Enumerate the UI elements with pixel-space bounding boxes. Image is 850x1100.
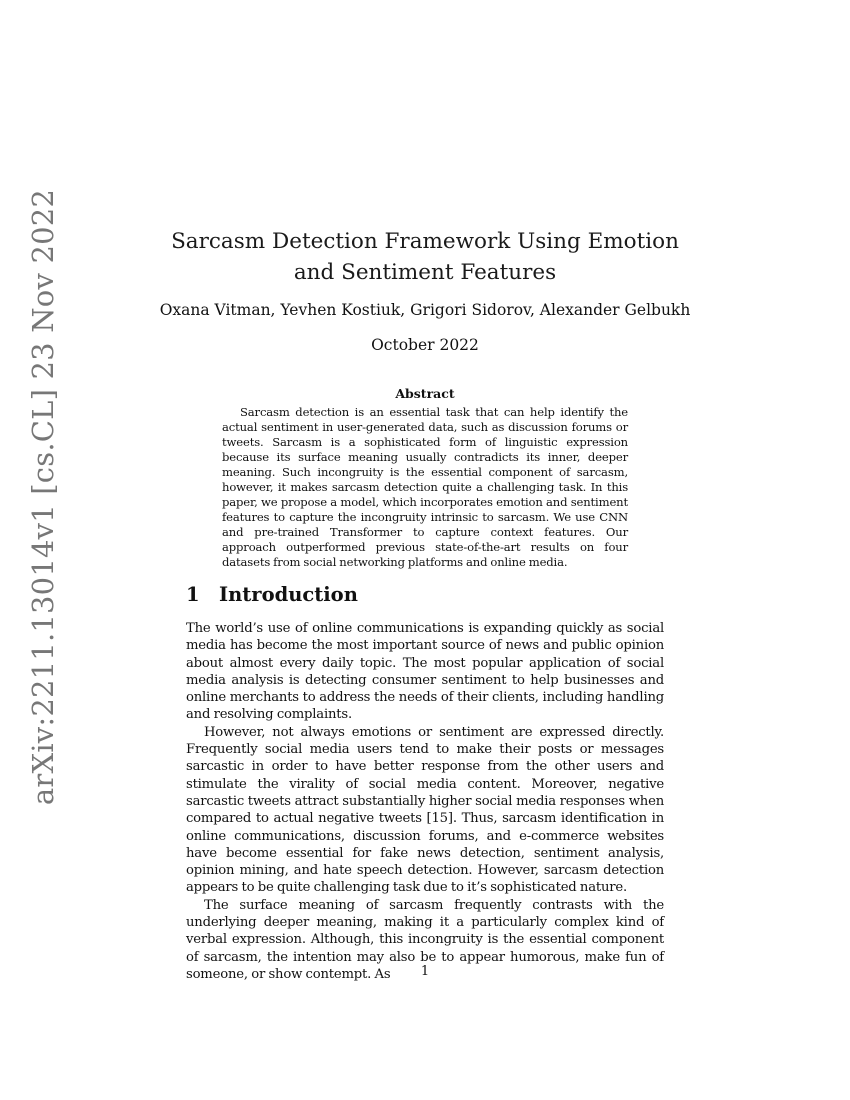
introduction-body — [186, 620, 664, 983]
section-number: 1 — [186, 583, 200, 606]
author-list: Oxana Vitman, Yevhen Kostiuk, Grigori Sidorov, Alexander Gelbukh — [159, 301, 691, 319]
abstract-heading: Abstract — [395, 386, 455, 401]
paragraph: The surface meaning of sarcasm frequently contrasts with the underlying deeper meaning, making it a particularly complex kind of verbal expression. Although, this incongruity is the essential component of sarcasm, the intention may also be to appear humorous, make fun of someone, or show contempt. As — [186, 897, 664, 982]
paragraph: However, not always emotions or sentiment are expressed directly. Frequently social media users tend to make their posts or messages sarcastic in order to have better response from the other users and stimulate the virality of social media content. Moreover, negative sarcastic tweets attract substantially higher social media responses when compared to actual negative tweets [15]. Thus, sarcasm identification in online communications, discussion forums, and e-commerce websites have become essential for fake news detection, sentiment analysis, opinion mining, and hate speech detection. However, sarcasm detection appears to be quite challenging task due to it’s sophisticated nature. — [186, 724, 664, 896]
page-number: 1 — [420, 964, 430, 979]
section-title: Introduction — [219, 583, 358, 606]
section-heading — [186, 583, 358, 606]
publication-date: October 2022 — [371, 336, 479, 354]
abstract-text: Sarcasm detection is an essential task that can help identify the actual sentiment in user-generated data, such as discussion forums or tweets. Sarcasm is a sophisticated form of linguistic expression because its surface meaning usually contradicts its inner, deeper meaning. Such incongruity is the essential component of sarcasm, however, it makes sarcasm detection quite a challenging task. In this paper, we propose a model, which incorporates emotion and sentiment features to capture the incongruity intrinsic to sarcasm. We use CNN and pre-trained Transformer to capture context features. Our approach outperformed previous state-of-the-art results on four datasets from social networking platforms and online media. — [222, 405, 628, 570]
arxiv-identifier-stamp: arXiv:2211.13014v1 [cs.CL] 23 Nov 2022 — [26, 188, 60, 806]
paper-title: Sarcasm Detection Framework Using Emotion and Sentiment Features — [171, 229, 679, 285]
paragraph: The world’s use of online communications is expanding quickly as social media has become the most important source of news and public opinion about almost every daily topic. The most popular application of social media analysis is detecting consumer sentiment to help businesses and online merchants to address the needs of their clients, including handling and resolving complaints. — [186, 621, 664, 723]
